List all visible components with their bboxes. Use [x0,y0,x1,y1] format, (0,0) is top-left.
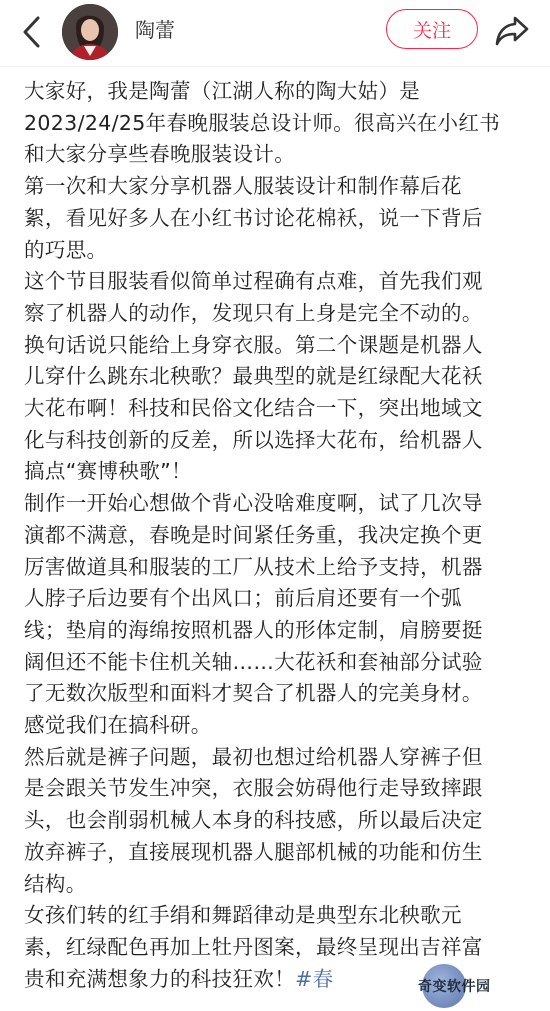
watermark-logo [376,958,550,1011]
chevron-left-icon [21,15,43,49]
username[interactable]: 陶蕾 [135,18,175,42]
share-button[interactable] [492,11,532,51]
top-nav-bar [0,0,550,67]
post-body [24,76,534,995]
post-paragraph-5: 然后就是裤子问题，最初也想过给机器人穿裤子但 是会跟关节发生冲突，衣服会妨碍他行走导致摔跟 头，也会削弱机械人本身的科技感，所以最后决定 放弃裤子，直接展现机器人腿部机械的功能和仿生 结构。 [24,744,483,896]
avatar-image [62,4,118,60]
post-paragraph-1: 大家好，我是陶蕾（江湖人称的陶大姑）是 2023/24/25年春晚服装总设计师。很高兴在小红书 和大家分享些春晚服装设计。 [24,79,501,167]
post-paragraph-2: 第一次和大家分享机器人服装设计和制作幕后花 絮，看见好多人在小红书讨论花棉袄，说一下背后 的巧思。 [24,174,483,262]
avatar[interactable] [62,4,118,60]
share-arrow-icon [494,15,530,47]
follow-button[interactable]: 关注 [386,9,478,49]
post-paragraph-3: 这个节目服装看似简单过程确有点难，首先我们观 察了机器人的动作，发现只有上身是完全不动的。 换句话说只能给上身穿衣服。第二个课题是机器人 儿穿什么跳东北秧歌？最典型的就是红绿配大花袄 大花布啊！科技和民俗文化结合一下，突出地域文 化与科技创新的反差，所以选择大花布，给机器人 搞点“赛博秧歌”！ [24,269,483,484]
watermark-text: 奇变软件园 [418,979,491,995]
post-paragraph-4: 制作一开始心想做个背心没啥难度啊，试了几次导 演都不满意，春晚是时间紧任务重，我决定换个更 厉害做道具和服装的工厂从技术上给予支持，机器 人脖子后边要有个出风口；前后肩还要有一个弧 线；垫肩的海绵按照机器人的形体定制，肩膀要挺 阔但还不能卡住机关轴……大花袄和套袖部分试验 了无数次版型和面料才契合了机器人的完美身材。 感觉我们在搞科研。 [24,491,483,738]
back-button[interactable] [14,14,50,50]
hashtag-link[interactable]: #春 [295,966,334,991]
post-paragraph-6-text: 女孩们转的红手绢和舞蹈律动是典型东北秧歌元 素，红绿配色再加上牡丹图案，最终呈现出吉祥富 贵和充满想象力的科技狂欢！ [24,903,483,991]
